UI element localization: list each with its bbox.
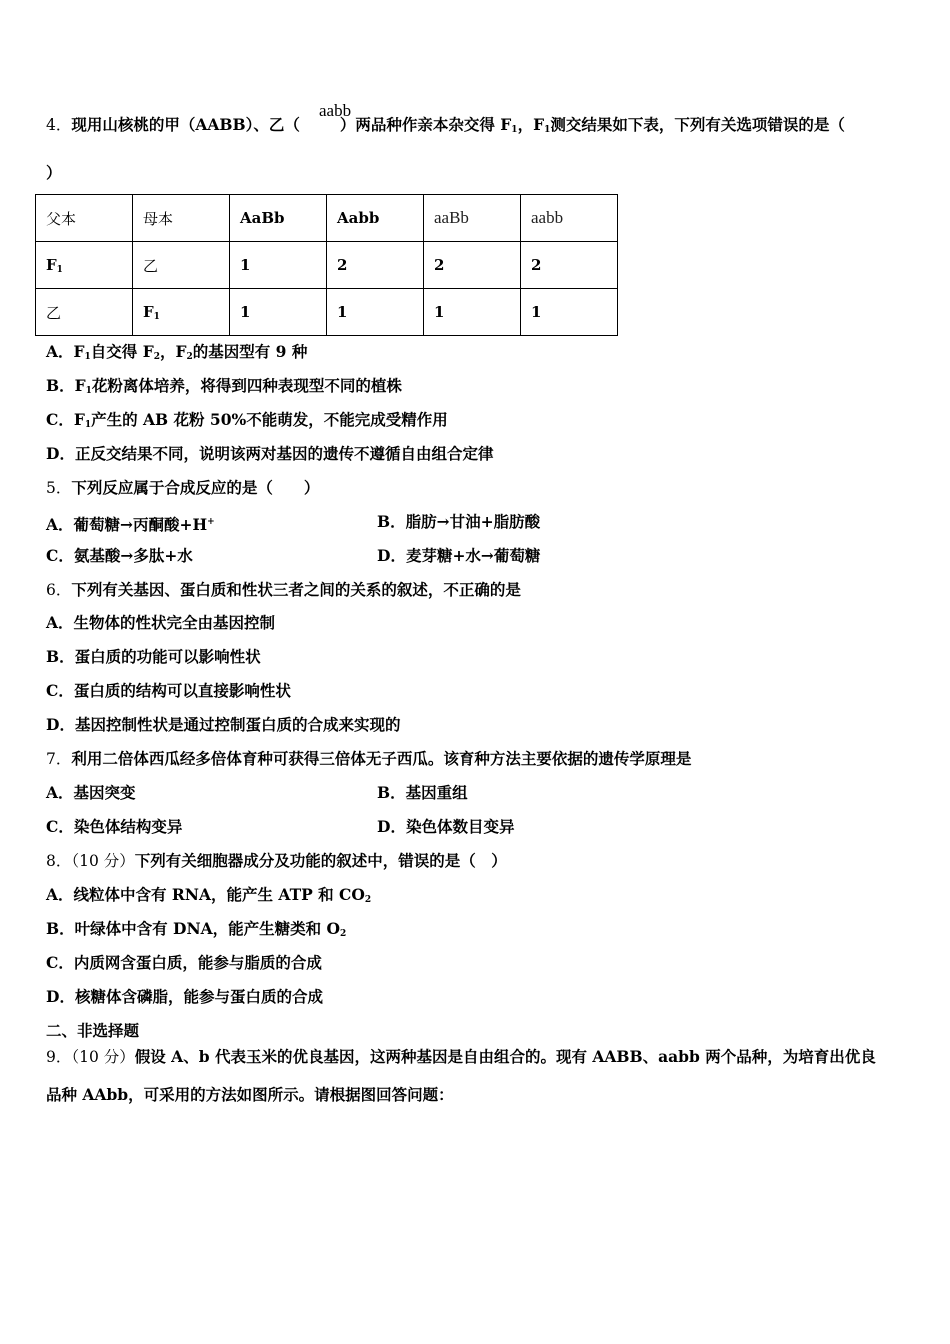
table-cell: 1 (424, 289, 521, 336)
table-cell: F1 (36, 242, 133, 289)
table-cell: 乙 (133, 242, 230, 289)
table-row (36, 242, 618, 289)
q6-stem: 6．下列有关基因、蛋白质和性状三者之间的关系的叙述，不正确的是 (46, 580, 521, 599)
q6-option-b: B．蛋白质的功能可以影响性状 (46, 647, 261, 666)
table-cell: 1 (327, 289, 424, 336)
table-header: 父本 (36, 195, 133, 242)
q9-stem-line1: 9．（10 分）假设 A、b 代表玉米的优良基因，这两种基因是自由组合的。现有 AABB、aabb 两个品种，为培育出优良 (46, 1047, 876, 1066)
table-cell: 乙 (36, 289, 133, 336)
table-cell: 2 (327, 242, 424, 289)
q4-close-paren: ） (46, 163, 62, 182)
table-header: 母本 (133, 195, 230, 242)
q6-option-c: C．蛋白质的结构可以直接影响性状 (46, 681, 291, 700)
q6-option-a: A．生物体的性状完全由基因控制 (46, 613, 276, 632)
q8-option-a: A．线粒体中含有 RNA，能产生 ATP 和 CO2 (46, 885, 372, 905)
table-cell: F1 (133, 289, 230, 336)
section-heading: 二、非选择题 (46, 1021, 140, 1040)
q4-option-d: D．正反交结果不同，说明该两对基因的遗传不遵循自由组合定律 (46, 444, 494, 463)
q4-aabb-label: aabb (319, 101, 352, 120)
table-cell: 1 (230, 289, 327, 336)
table-header: aabb (521, 195, 618, 242)
q7-option-a: A．基因突变 (46, 783, 136, 802)
q8-option-b: B．叶绿体中含有 DNA，能产生糖类和 O2 (46, 919, 347, 939)
table-cell: 2 (521, 242, 618, 289)
q7-option-c: C．染色体结构变异 (46, 817, 183, 836)
q4-option-a: A．F1自交得 F2，F2的基因型有 9 种 (46, 342, 308, 362)
q5-option-d: D．麦芽糖+水→葡萄糖 (377, 546, 541, 565)
q8-stem: 8．（10 分）下列有关细胞器成分及功能的叙述中，错误的是（ ） (46, 851, 507, 870)
table-cell: 1 (521, 289, 618, 336)
q4-option-c: C．F1产生的 AB 花粉 50%不能萌发，不能完成受精作用 (46, 410, 448, 430)
q5-option-c: C．氨基酸→多肽+水 (46, 546, 193, 565)
table-cell: 2 (424, 242, 521, 289)
q8-option-d: D．核糖体含磷脂，能参与蛋白质的合成 (46, 987, 323, 1006)
q9-stem-line2: 品种 AAbb，可采用的方法如图所示。请根据图回答问题： (46, 1085, 454, 1104)
q4-option-b: B．F1花粉离体培养，将得到四种表现型不同的植株 (46, 376, 402, 396)
table-header-row (36, 195, 618, 242)
q5-option-a: A．葡萄糖→丙酮酸+H+ (46, 515, 215, 534)
q7-stem: 7．利用二倍体西瓜经多倍体育种可获得三倍体无子西瓜。该育种方法主要依据的遗传学原理是 (46, 749, 692, 768)
q7-option-d: D．染色体数目变异 (377, 817, 515, 836)
q5-option-b: B．脂肪→甘油+脂肪酸 (377, 512, 541, 531)
table-cell: 1 (230, 242, 327, 289)
q5-stem: 5．下列反应属于合成反应的是（ ） (46, 478, 320, 497)
q6-option-d: D．基因控制性状是通过控制蛋白质的合成来实现的 (46, 715, 401, 734)
table-header: AaBb (230, 195, 327, 242)
q4-number: 4． (46, 116, 72, 134)
table-header: aaBb (424, 195, 521, 242)
q7-option-b: B．基因重组 (377, 783, 468, 802)
q8-option-c: C．内质网含蛋白质，能参与脂质的合成 (46, 953, 322, 972)
genotype-table (35, 194, 618, 336)
table-header: Aabb (327, 195, 424, 242)
table-row (36, 289, 618, 336)
q4-stem: 4．现用山核桃的甲（AABB）、乙（ ）两品种作亲本杂交得 F1，F1测交结果如下表，下列有关选项错误的是（ (46, 115, 845, 135)
